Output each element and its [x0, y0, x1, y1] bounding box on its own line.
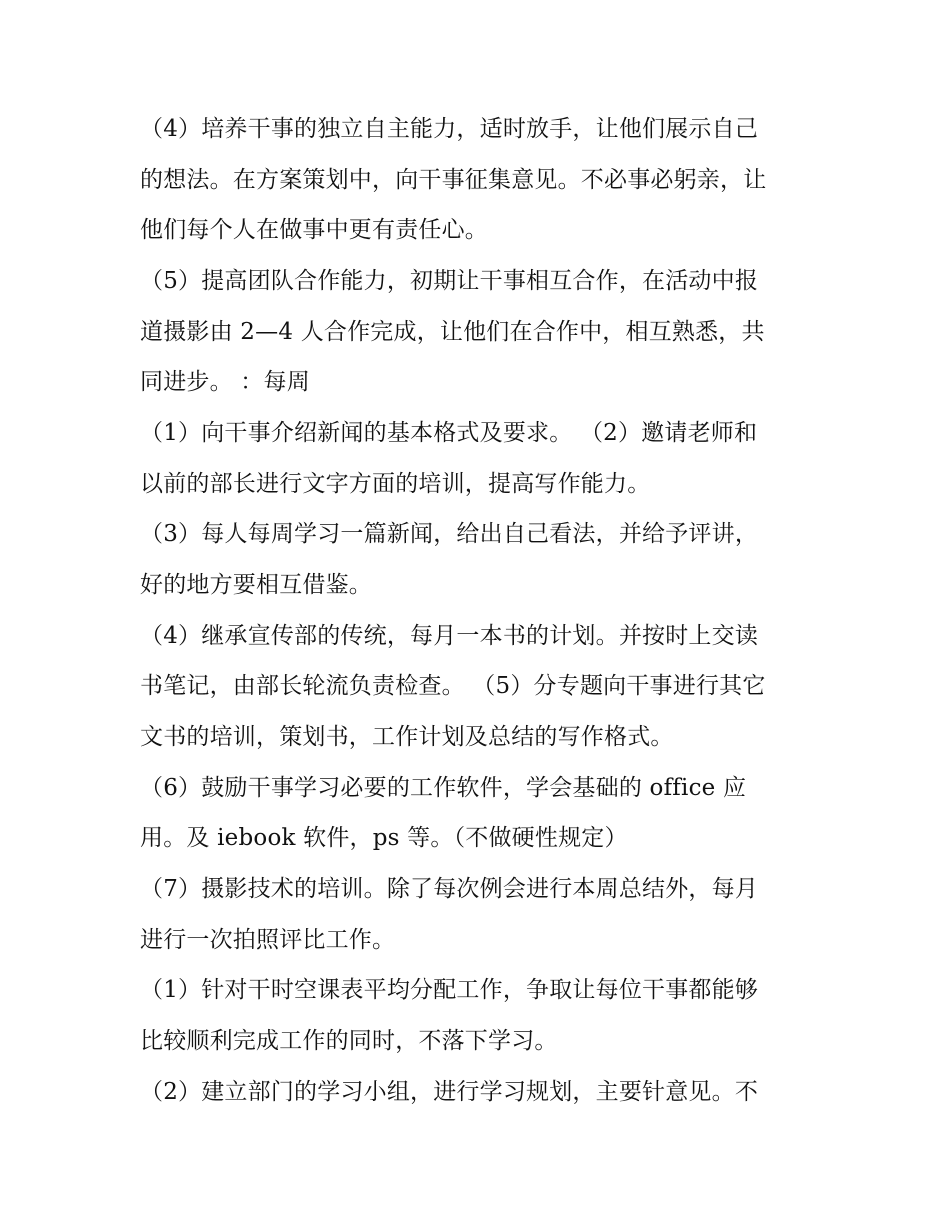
text-line: （4）继承宣传部的传统，每月一本书的计划。并按时上交读 — [140, 623, 759, 649]
text-line: （1）针对干时空课表平均分配工作，争取让每位干事都能够 — [140, 977, 759, 1003]
text-line: （6）鼓励干事学习必要的工作软件，学会基础的 office 应 — [140, 775, 747, 801]
text-line: 的想法。在方案策划中，向干事征集意见。不必事必躬亲，让 — [140, 167, 767, 193]
text-line: （4）培养干事的独立自主能力，适时放手，让他们展示自己 — [140, 116, 759, 142]
text-line: （1）向干事介绍新闻的基本格式及要求。 （2）邀请老师和 — [140, 420, 758, 446]
text-line: 文书的培训，策划书，工作计划及总结的写作格式。 — [140, 724, 674, 750]
text-line: 书笔记，由部长轮流负责检查。 （5）分专题向干事进行其它 — [140, 673, 766, 699]
text-line: （3）每人每周学习一篇新闻，给出自己看法，并给予评讲， — [140, 521, 759, 547]
text-line: （2）建立部门的学习小组，进行学习规划，主要针意见。不 — [140, 1079, 759, 1105]
text-line: 道摄影由 2—4 人合作完成，让他们在合作中，相互熟悉，共 — [140, 319, 765, 345]
text-line: 他们每个人在做事中更有责任心。 — [140, 217, 488, 243]
text-line: 好的地方要相互借鉴。 — [140, 572, 372, 598]
text-line: 进行一次拍照评比工作。 — [140, 927, 396, 953]
text-line: 同进步。 ：每周 — [140, 369, 310, 395]
text-line: 用。及 iebook 软件，ps 等。（不做硬性规定） — [140, 825, 628, 851]
text-line: （5）提高团队合作能力，初期让干事相互合作，在活动中报 — [140, 268, 759, 294]
text-line: （7）摄影技术的培训。除了每次例会进行本周总结外，每月 — [140, 876, 759, 902]
text-line: 比较顺利完成工作的同时，不落下学习。 — [140, 1028, 558, 1054]
text-line: 以前的部长进行文字方面的培训，提高写作能力。 — [140, 471, 651, 497]
